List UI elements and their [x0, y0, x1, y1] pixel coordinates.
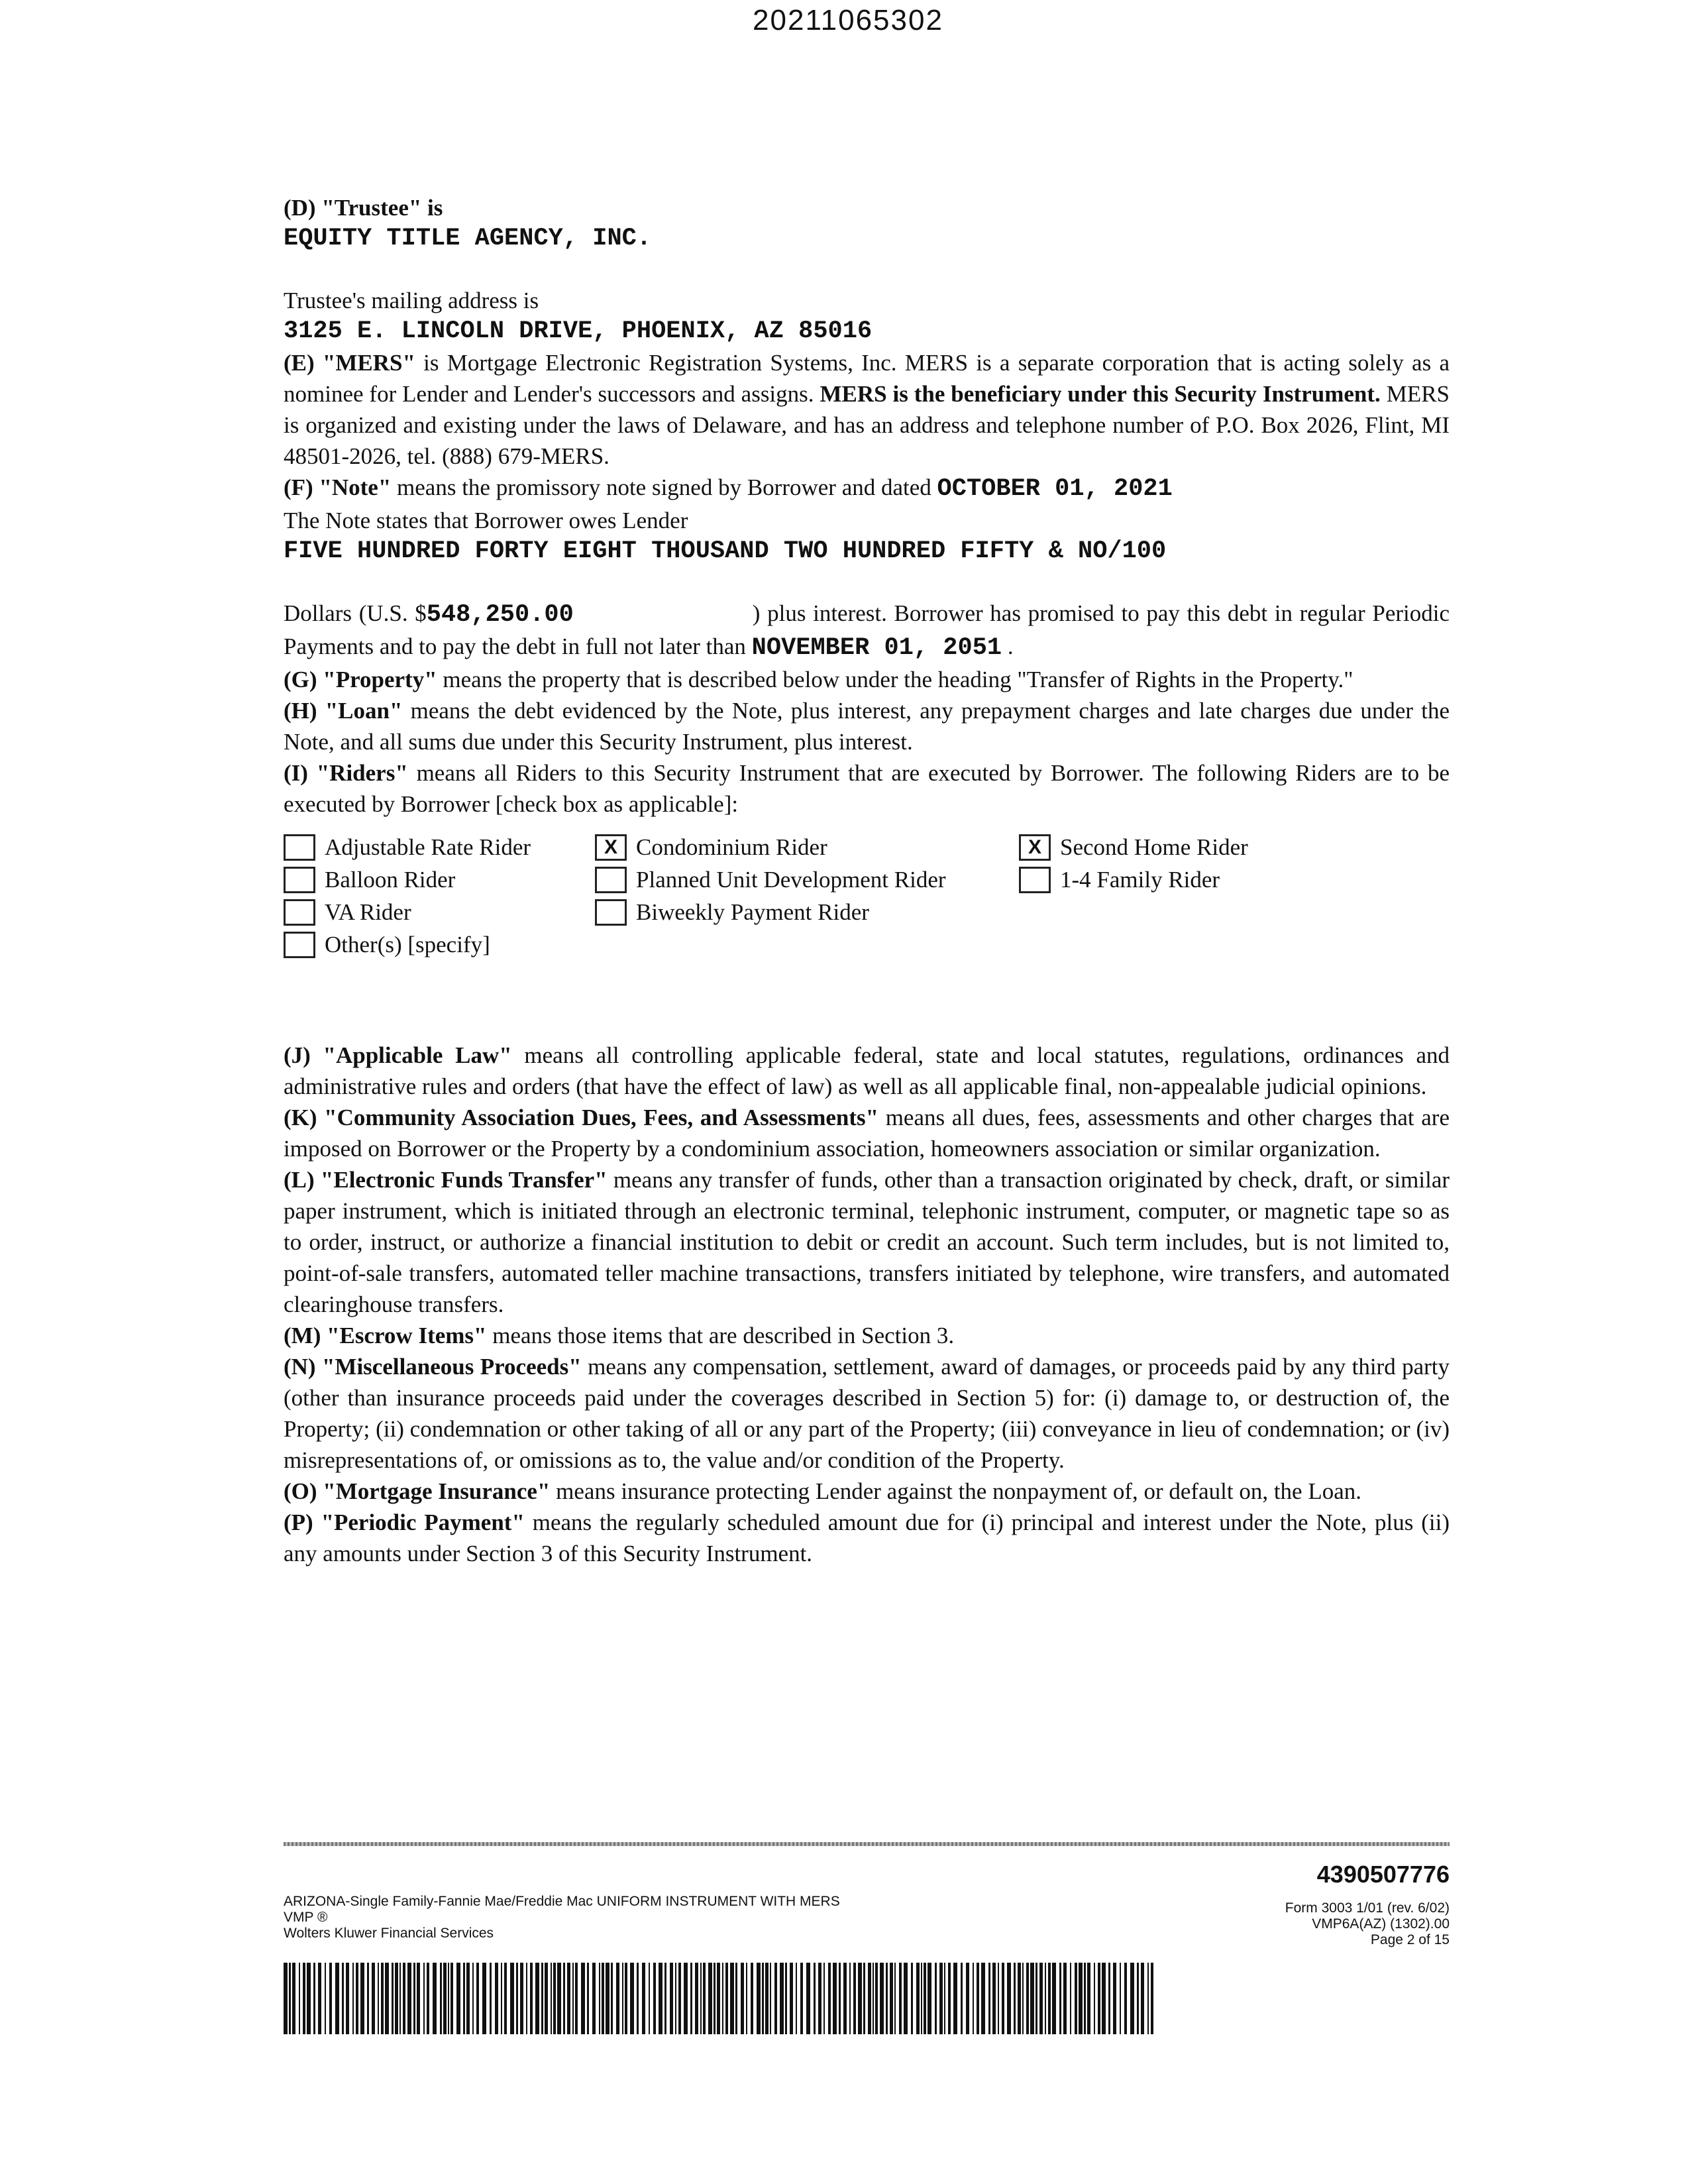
checkbox[interactable]: X — [595, 834, 627, 861]
misc-proceeds-definition: (N) "Miscellaneous Proceeds" means any compensation, settlement, award of damages, or proceeds paid by any third party (other than insurance proceeds paid under the coverages described in Section 5) for: (i) damage to, or destruction of, the Property; (ii) condemnation or other taking of all or any part of the Property; (iii) conveyance in lieu of condemnation; or (iv) misrepresentations of, or omissions as to, the value and/or condition of the Property. — [284, 1354, 1450, 1473]
barcode-bar — [567, 1963, 570, 2034]
footer-divider — [284, 1842, 1450, 1846]
barcode-bar — [1108, 1963, 1110, 2034]
barcode-bar — [700, 1963, 702, 2034]
barcode-bar — [587, 1963, 589, 2034]
checkbox[interactable] — [284, 899, 315, 926]
barcode-bar — [868, 1963, 871, 2034]
rider-balloon: Balloon Rider — [284, 864, 595, 895]
barcode-bar — [299, 1963, 300, 2034]
barcode-bar — [399, 1963, 401, 2034]
barcode-bar — [944, 1963, 945, 2034]
barcode-bar — [873, 1963, 874, 2034]
barcode-bar — [535, 1963, 539, 2034]
barcode-bar — [1084, 1963, 1086, 2034]
footer-vmp-code: VMP6A(AZ) (1302).00 — [1312, 1916, 1450, 1932]
barcode-bar — [1030, 1963, 1034, 2034]
trustee-address: 3125 E. LINCOLN DRIVE, PHOENIX, AZ 85016 — [284, 317, 873, 345]
riders-checklist — [284, 832, 1450, 960]
barcode-bar — [953, 1963, 957, 2034]
note-amount: Dollars (U.S. $548,250.00 ) plus interest. Borrower has promised to pay this debt in regular Periodic Payments and to pay the debt in full not later than NOVEMBER 01, 2051 . — [284, 600, 1450, 662]
footer-form-number — [1285, 1900, 1450, 1948]
barcode-bar — [843, 1963, 847, 2034]
barcode-bar — [530, 1963, 533, 2034]
checkbox[interactable]: X — [1019, 834, 1051, 861]
checkbox[interactable] — [595, 899, 627, 926]
barcode-bar — [395, 1963, 398, 2034]
barcode-bar — [413, 1963, 415, 2034]
trustee-name: EQUITY TITLE AGENCY, INC. — [284, 225, 652, 252]
footer-page: Page 2 of 15 — [1370, 1932, 1450, 1947]
barcode-bar — [476, 1963, 479, 2034]
barcode — [284, 1963, 1158, 2034]
barcode-bar — [741, 1963, 744, 2034]
barcode-bar — [1063, 1963, 1067, 2034]
checkbox[interactable] — [1019, 867, 1051, 893]
barcode-bar — [392, 1963, 394, 2034]
barcode-bar — [981, 1963, 985, 2034]
barcode-bar — [1113, 1963, 1116, 2034]
barcode-bar — [1087, 1963, 1090, 2034]
barcode-bar — [637, 1963, 639, 2034]
barcode-bar — [360, 1963, 364, 2034]
barcode-bar — [575, 1963, 578, 2034]
barcode-bar — [1048, 1963, 1051, 2034]
barcode-bar — [456, 1963, 460, 2034]
barcode-bar — [762, 1963, 764, 2034]
barcode-bar — [800, 1963, 803, 2034]
barcode-bar — [551, 1963, 552, 2034]
barcode-bar — [325, 1963, 326, 2034]
escrow-items-definition: (M) "Escrow Items" means those items that are described in Section 3. — [284, 1323, 955, 1348]
rider-planned-unit-development: Planned Unit Development Rider — [595, 864, 1019, 895]
barcode-bar — [482, 1963, 486, 2034]
barcode-bar — [814, 1963, 816, 2034]
barcode-bar — [849, 1963, 851, 2034]
barcode-bar — [880, 1963, 884, 2034]
barcode-bar — [875, 1963, 878, 2034]
barcode-bar — [863, 1963, 865, 2034]
rider-condominium: X Condominium Rider — [595, 832, 1019, 863]
barcode-bar — [1102, 1963, 1106, 2034]
community-association-definition: (K) "Community Association Dues, Fees, and Assessments" means all dues, fees, assessments and other charges that are imposed on Borrower or the Property by a condominium association, homeowners association or similar organization. — [284, 1105, 1450, 1162]
note-date: OCTOBER 01, 2021 — [937, 475, 1173, 503]
barcode-bar — [678, 1963, 681, 2034]
barcode-bar — [448, 1963, 449, 2034]
footer-form-info — [284, 1894, 840, 1941]
barcode-bar — [403, 1963, 405, 2034]
barcode-bar — [307, 1963, 311, 2034]
barcode-bar — [611, 1963, 613, 2034]
barcode-bar — [356, 1963, 358, 2034]
rider-other: Other(s) [specify] — [284, 929, 595, 960]
barcode-bar — [520, 1963, 523, 2034]
barcode-bar — [622, 1963, 623, 2034]
barcode-bar — [346, 1963, 349, 2034]
barcode-bar — [292, 1963, 295, 2034]
barcode-bar — [385, 1963, 389, 2034]
barcode-bar — [1022, 1963, 1024, 2034]
footer-form: Form 3003 1/01 (rev. 6/02) — [1285, 1900, 1450, 1916]
barcode-bar — [935, 1963, 937, 2034]
barcode-bar — [433, 1963, 437, 2034]
periodic-payment-definition: (P) "Periodic Payment" means the regularly scheduled amount due for (i) principal and interest under the Note, plus (ii) any amounts under Section 3 of this Security Instrument. — [284, 1509, 1450, 1566]
barcode-bar — [472, 1963, 474, 2034]
barcode-bar — [916, 1963, 920, 2034]
barcode-bar — [1035, 1963, 1037, 2034]
barcode-bar — [977, 1963, 979, 2034]
footer-vmp: VMP ® — [284, 1910, 328, 1925]
barcode-bar — [1018, 1963, 1021, 2034]
barcode-bar — [714, 1963, 716, 2034]
checkbox[interactable] — [284, 867, 315, 893]
barcode-bar — [1075, 1963, 1077, 2034]
barcode-bar — [553, 1963, 556, 2034]
barcode-bar — [284, 1963, 288, 2034]
barcode-bar — [823, 1963, 825, 2034]
barcode-bar — [1130, 1963, 1134, 2034]
barcode-bar — [664, 1963, 666, 2034]
barcode-bar — [1070, 1963, 1071, 2034]
barcode-bar — [367, 1963, 369, 2034]
barcode-bar — [961, 1963, 963, 2034]
barcode-bar — [948, 1963, 951, 2034]
rider-1-4-family: 1-4 Family Rider — [1019, 864, 1324, 895]
checkbox[interactable] — [284, 834, 315, 861]
rider-second-home: X Second Home Rider — [1019, 832, 1324, 863]
barcode-bar — [839, 1963, 841, 2034]
barcode-bar — [592, 1963, 596, 2034]
barcode-bar — [313, 1963, 315, 2034]
barcode-bar — [1124, 1963, 1127, 2034]
barcode-bar — [717, 1963, 720, 2034]
barcode-bar — [765, 1963, 768, 2034]
mortgage-insurance-definition: (O) "Mortgage Insurance" means insurance protecting Lender against the nonpayment of, or default on, the Loan. — [284, 1478, 1361, 1504]
barcode-bar — [1014, 1963, 1016, 2034]
barcode-bar — [649, 1963, 650, 2034]
barcode-bar — [1026, 1963, 1029, 2034]
loan-number: 4390507776 — [1316, 1861, 1450, 1888]
barcode-bar — [606, 1963, 610, 2034]
barcode-bar — [516, 1963, 518, 2034]
barcode-bar — [450, 1963, 453, 2034]
barcode-bar — [1079, 1963, 1083, 2034]
barcode-bar — [423, 1963, 425, 2034]
barcode-bar — [303, 1963, 305, 2034]
barcode-bar — [998, 1963, 999, 2034]
barcode-bar — [602, 1963, 604, 2034]
footer-form-title: ARIZONA-Single Family-Fannie Mae/Freddie Mac UNIFORM INSTRUMENT WITH MERS — [284, 1894, 840, 1909]
barcode-bar — [911, 1963, 913, 2034]
barcode-bar — [806, 1963, 810, 2034]
barcode-bar — [670, 1963, 673, 2034]
applicable-law-definition: (J) "Applicable Law" means all controlling applicable federal, state and local statutes, regulations, ordinances and administrative rules and orders (that have the effect of law) as well as all applicable final, non-appealable judicial opinions. — [284, 1042, 1450, 1099]
barcode-bar — [924, 1963, 926, 2034]
document-number: 20211065302 — [753, 4, 943, 36]
barcode-bar — [443, 1963, 447, 2034]
barcode-bar — [501, 1963, 502, 2034]
riders-definition: (I) "Riders" means all Riders to this Security Instrument that are executed by Borrower. The following Riders are to be executed by Borrower [check box as applicable]: — [284, 760, 1450, 817]
barcode-bar — [440, 1963, 442, 2034]
trustee-address-label: Trustee's mailing address is — [284, 288, 539, 313]
barcode-bar — [1147, 1963, 1149, 2034]
barcode-bar — [625, 1963, 627, 2034]
barcode-bar — [572, 1963, 574, 2034]
trustee-label: (D) "Trustee" is — [284, 195, 443, 221]
rider-adjustable-rate: Adjustable Rate Rider — [284, 832, 595, 863]
barcode-bar — [853, 1963, 856, 2034]
barcode-bar — [616, 1963, 619, 2034]
barcode-bar — [774, 1963, 777, 2034]
note-definition: (F) "Note" means the promissory note signed by Borrower and dated OCTOBER 01, 2021 — [284, 474, 1173, 503]
barcode-bar — [703, 1963, 706, 2034]
barcode-bar — [899, 1963, 902, 2034]
barcode-bar — [992, 1963, 996, 2034]
barcode-bar — [545, 1963, 548, 2034]
barcode-bar — [581, 1963, 585, 2034]
barcode-bar — [1094, 1963, 1095, 2034]
barcode-bar — [722, 1963, 723, 2034]
barcode-bar — [833, 1963, 837, 2034]
barcode-bar — [790, 1963, 793, 2034]
barcode-bar — [1059, 1963, 1061, 2034]
barcode-bar — [828, 1963, 831, 2034]
barcode-bar — [495, 1963, 498, 2034]
checkbox[interactable] — [595, 867, 627, 893]
barcode-bar — [770, 1963, 771, 2034]
barcode-bar — [708, 1963, 712, 2034]
barcode-bar — [352, 1963, 354, 2034]
barcode-bar — [372, 1963, 375, 2034]
barcode-bar — [427, 1963, 429, 2034]
barcode-bar — [342, 1963, 344, 2034]
rider-biweekly-payment: Biweekly Payment Rider — [595, 897, 1019, 928]
barcode-bar — [1002, 1963, 1004, 2034]
barcode-bar — [675, 1963, 676, 2034]
checkbox[interactable] — [284, 932, 315, 958]
barcode-bar — [329, 1963, 332, 2034]
barcode-bar — [1098, 1963, 1100, 2034]
barcode-bar — [757, 1963, 761, 2034]
barcode-bar — [725, 1963, 728, 2034]
barcode-bar — [966, 1963, 969, 2034]
barcode-bar — [746, 1963, 747, 2034]
barcode-bar — [780, 1963, 784, 2034]
note-amount-words: FIVE HUNDRED FORTY EIGHT THOUSAND TWO HUNDRED FIFTY & NO/100 — [284, 537, 1167, 565]
barcode-bar — [894, 1963, 896, 2034]
property-definition: (G) "Property" means the property that is described below under the heading "Transfer of Rights in the Property." — [284, 667, 1353, 692]
barcode-bar — [504, 1963, 507, 2034]
barcode-bar — [1141, 1963, 1144, 2034]
footer-publisher: Wolters Kluwer Financial Services — [284, 1926, 494, 1941]
document-body — [284, 192, 1450, 1569]
barcode-bar — [796, 1963, 797, 2034]
barcode-bar — [381, 1963, 384, 2034]
barcode-bar — [939, 1963, 943, 2034]
barcode-bar — [335, 1963, 339, 2034]
mers-definition: (E) "MERS" is Mortgage Electronic Registration Systems, Inc. MERS is a separate corporation that is acting solely as a nominee for Lender and Lender's successors and assigns. MERS is the beneficiary under this Security Instrument. MERS is organized and existing under the laws of Delaware, and has an address and telephone number of P.O. Box 2026, Flint, MI 48501-2026, tel. (888) 679-MERS. — [284, 350, 1450, 469]
barcode-bar — [735, 1963, 737, 2034]
barcode-bar — [318, 1963, 321, 2034]
barcode-bar — [1039, 1963, 1043, 2034]
barcode-bar — [890, 1963, 893, 2034]
eft-definition: (L) "Electronic Funds Transfer" means any transfer of funds, other than a transaction originated by check, draft, or similar paper instrument, which is initiated through an electronic terminal, telephonic instrument, computer, or magnetic tape so as to order, instruct, or authorize a financial institution to debit or credit an account. Such term includes, but is not limited to, point-of-sale transfers, automated teller machine transactions, transfers initiated by telephone, wire transfers, and automated clearinghouse transfers. — [284, 1167, 1450, 1317]
barcode-bar — [289, 1963, 291, 2034]
maturity-date: NOVEMBER 01, 2051 — [751, 634, 1002, 662]
barcode-bar — [1120, 1963, 1121, 2034]
barcode-bar — [417, 1963, 420, 2034]
barcode-bar — [642, 1963, 645, 2034]
barcode-bar — [378, 1963, 379, 2034]
barcode-bar — [526, 1963, 527, 2034]
barcode-bar — [928, 1963, 931, 2034]
barcode-bar — [690, 1963, 692, 2034]
barcode-bar — [557, 1963, 561, 2034]
barcode-bar — [886, 1963, 888, 2034]
barcode-bar — [684, 1963, 688, 2034]
barcode-bar — [463, 1963, 465, 2034]
barcode-bar — [1151, 1963, 1153, 2034]
barcode-bar — [563, 1963, 565, 2034]
barcode-bar — [904, 1963, 908, 2034]
barcode-bar — [510, 1963, 514, 2034]
barcode-bar — [1137, 1963, 1139, 2034]
barcode-bar — [858, 1963, 862, 2034]
note-owes: The Note states that Borrower owes Lender — [284, 508, 688, 533]
barcode-bar — [490, 1963, 492, 2034]
barcode-bar — [921, 1963, 922, 2034]
barcode-bar — [730, 1963, 734, 2034]
barcode-bar — [599, 1963, 600, 2034]
barcode-bar — [973, 1963, 974, 2034]
barcode-bar — [751, 1963, 753, 2034]
barcode-bar — [988, 1963, 990, 2034]
barcode-bar — [1007, 1963, 1011, 2034]
barcode-bar — [541, 1963, 543, 2034]
loan-definition: (H) "Loan" means the debt evidenced by the Note, plus interest, any prepayment charges and late charges due under the Note, and all sums due under this Security Instrument, plus interest. — [284, 698, 1450, 755]
barcode-bar — [695, 1963, 698, 2034]
barcode-bar — [630, 1963, 634, 2034]
barcode-bar — [653, 1963, 656, 2034]
loan-amount: 548,250.00 — [426, 601, 574, 629]
barcode-bar — [466, 1963, 470, 2034]
barcode-bar — [1052, 1963, 1056, 2034]
barcode-bar — [1045, 1963, 1046, 2034]
barcode-bar — [785, 1963, 787, 2034]
barcode-bar — [818, 1963, 822, 2034]
barcode-bar — [407, 1963, 411, 2034]
barcode-bar — [659, 1963, 662, 2034]
rider-va: VA Rider — [284, 897, 595, 928]
